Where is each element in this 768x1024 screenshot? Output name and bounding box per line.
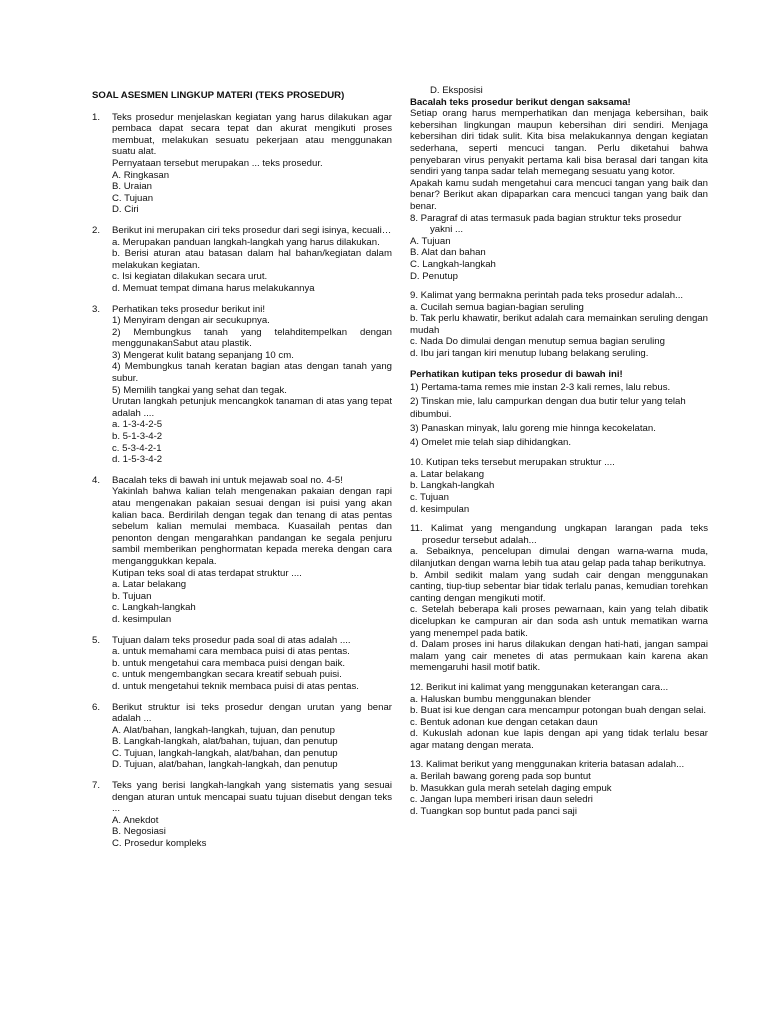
- question-number: 5.: [92, 634, 101, 646]
- option: B. Negosiasi: [112, 826, 166, 838]
- question-instruction: Bacalah teks di bawah ini untuk mejawab soal no. 4-5!: [112, 474, 343, 486]
- excerpt-heading: Perhatikan kutipan teks prosedur di bawah ini!: [410, 368, 623, 380]
- option: d. untuk mengetahui teknik membaca puisi di atas pentas.: [112, 680, 359, 692]
- question-number: 4.: [92, 474, 101, 486]
- option: a. Sebaiknya, pencelupan dimulai dengan warna-warna muda, dilanjutkan dengan warna lebih tua atau gelap pada tahap berikutnya.: [410, 546, 708, 569]
- option: a. Merupakan panduan langkah-langkah yang harus dilakukan.: [112, 236, 380, 248]
- option: a. Cucilah semua bagian-bagian seruling: [410, 301, 584, 313]
- option: a. Latar belakang: [112, 579, 187, 591]
- question-stem: Berikut ini merupakan ciri teks prosedur dari segi isinya, kecuali…: [112, 224, 392, 236]
- question-stem: Perhatikan teks prosedur berikut ini!: [112, 303, 266, 315]
- option: c. untuk mengembangkan secara kreatif sebuah puisi.: [112, 669, 342, 681]
- option: B. Langkah-langkah, alat/bahan, tujuan, dan penutup: [112, 736, 338, 748]
- question-stem: 9. Kalimat yang bermakna perintah pada teks prosedur adalah...: [410, 290, 684, 302]
- question-4: [92, 475, 392, 626]
- option: d. Dalam proses ini harus dilakukan dengan hati-hati, jangan sampai malam yang cair menetes di atas permukaan kain karena akan memengaruhi hasil motif batik.: [410, 639, 708, 674]
- option: B. Uraian: [112, 181, 152, 193]
- option: c. Nada Do dimulai dengan menutup semua bagian seruling: [410, 336, 665, 348]
- question-number: 6.: [92, 701, 101, 713]
- step-item: 4) Membungkus tanah keratan bagian atas dengan tanah yang subur.: [112, 361, 392, 385]
- question-1: [92, 112, 392, 216]
- option: C. Tujuan, langkah-langkah, alat/bahan, dan penutup: [112, 747, 338, 759]
- question-prompt: Urutan langkah petunjuk mencangkok tanaman di atas yang tepat adalah ....: [112, 396, 392, 419]
- page-title: SOAL ASESMEN LINGKUP MATERI (TEKS PROSEDUR): [92, 90, 345, 101]
- question-11: [410, 523, 708, 674]
- question-10: [410, 457, 708, 515]
- right-column: [410, 85, 708, 825]
- question-stem: 13. Kalimat berikut yang menggunakan kriteria batasan adalah...: [410, 759, 685, 771]
- option: D. Eksposisi: [430, 85, 483, 96]
- option: b. Tujuan: [112, 590, 152, 602]
- question-prompt: Pernyataan tersebut merupakan ... teks prosedur.: [112, 157, 323, 169]
- option: b. Langkah-langkah: [410, 480, 495, 492]
- question-6: [92, 702, 392, 772]
- option: d. Tuangkan sop buntut pada panci saji: [410, 805, 577, 817]
- question-number: 7.: [92, 780, 101, 792]
- option: c. Jangan lupa memberi irisan daun seledri: [410, 794, 593, 806]
- question-stem: Teks yang berisi langkah-langkah yang sistematis yang sesuai dengan aturan untuk mencapai suatu tujuan disebut dengan teks ...: [112, 780, 392, 815]
- step-item: 1) Menyiram dengan air secukupnya.: [112, 315, 270, 327]
- option: C. Langkah-langkah: [410, 258, 496, 270]
- option: c. Bentuk adonan kue dengan cetakan daun: [410, 716, 598, 728]
- option: A. Tujuan: [410, 235, 451, 247]
- question-7: [92, 780, 392, 850]
- option: c. 5-3-4-2-1: [112, 442, 162, 454]
- option: a. 1-3-4-2-5: [112, 419, 163, 431]
- step-item: 5) Memilih tangkai yang sehat dan tegak.: [112, 384, 287, 396]
- option: c. Isi kegiatan dilakukan secara urut.: [112, 271, 268, 283]
- option: b. 5-1-3-4-2: [112, 431, 163, 443]
- option: A. Alat/bahan, langkah-langkah, tujuan, dan penutup: [112, 724, 335, 736]
- reading-passage: Apakah kamu sudah mengetahui cara mencuci tangan yang baik dan benar? Berikut akan dipaparkan cara mencuci tangan yang baik dan benar.: [410, 177, 708, 212]
- excerpt-section: [410, 368, 708, 450]
- option: A. Anekdot: [112, 814, 159, 826]
- question-number: 1.: [92, 111, 101, 123]
- option: a. Latar belakang: [410, 468, 485, 480]
- step-item: 1) Pertama-tama remes mie instan 2-3 kali remes, lalu rebus.: [410, 382, 671, 394]
- question-stem: yakni ...: [430, 224, 464, 236]
- option: b. Ambil sedikit malam yang sudah cair dengan menggunakan canting, tiup-tiup sebentar biar tidak terlalu panas, kemudian torehkan canting dengan mengikuti motif.: [410, 569, 708, 604]
- option: d. Memuat tempat dimana harus melakukannya: [112, 282, 315, 294]
- option: d. Ibu jari tangan kiri menutup lubang belakang seruling.: [410, 348, 649, 360]
- option: b. Berisi aturan atau batasan dalam hal bahan/kegiatan dalam melakukan kegiatan.: [112, 248, 392, 271]
- option: B. Alat dan bahan: [410, 247, 486, 259]
- option: b. Buat isi kue dengan cara mencampur potongan buah dengan selai.: [410, 705, 707, 717]
- passage-heading: Bacalah teks prosedur berikut dengan saksama!: [410, 96, 631, 108]
- option: d. kesimpulan: [112, 613, 172, 625]
- option: c. Setelah beberapa kali proses pewarnaan, kain yang telah dibatik dicelupkan ke campuran air dan soda ash untuk mematikan warna yang menempel pada batik.: [410, 604, 708, 639]
- question-9: [410, 290, 708, 360]
- option: b. untuk mengetahui cara membaca puisi dengan baik.: [112, 657, 346, 669]
- question-2: [92, 225, 392, 295]
- option: b. Tak perlu khawatir, berikut adalah cara memainkan seruling dengan mudah: [410, 313, 708, 336]
- option: d. 1-5-3-4-2: [112, 454, 163, 466]
- step-item: 4) Omelet mie telah siap dihidangkan.: [410, 436, 572, 448]
- option: C. Prosedur kompleks: [112, 838, 207, 850]
- option: a. Haluskan bumbu menggunakan blender: [410, 693, 591, 705]
- question-number: 3.: [92, 303, 101, 315]
- question-5: [92, 635, 392, 693]
- question-3: [92, 304, 392, 466]
- question-stem: 8. Paragraf di atas termasuk pada bagian struktur teks prosedur: [410, 212, 682, 224]
- question-13: [410, 759, 708, 817]
- question-12: [410, 682, 708, 752]
- option: a. untuk memahami cara membaca puisi di atas pentas.: [112, 646, 350, 658]
- option: A. Ringkasan: [112, 169, 170, 181]
- option: c. Tujuan: [410, 492, 449, 503]
- option: d. Kukuslah adonan kue lapis dengan api yang tidak terlalu besar agar matang dengan merata.: [410, 728, 708, 751]
- option: D. Tujuan, alat/bahan, langkah-langkah, dan penutup: [112, 759, 338, 771]
- question-stem: 10. Kutipan teks tersebut merupakan struktur ....: [410, 457, 615, 469]
- option: a. Berilah bawang goreng pada sop buntut: [410, 771, 591, 783]
- question-prompt: Kutipan teks soal di atas terdapat struktur ....: [112, 567, 302, 579]
- option: D. Ciri: [112, 204, 139, 216]
- option: D. Penutup: [410, 270, 459, 282]
- reading-passage: Setiap orang harus memperhatikan dan menjaga kebersihan, baik kebersihan lingkungan maupun kebersihan diri sendiri. Menjaga kebersihan diri tidak sulit. Kita bisa melakukannya dengan kegiatan sederhana, seperti mencuci tangan. Perlu diketahui bahwa penyebaran virus penyakit pertama kali bisa berasal dari tangan kita sendiri yang tanpa sadar telah memegang sesuatu yang kotor.: [410, 108, 708, 178]
- step-item: 2) Membungkus tanah yang telahditempelkan dengan menggunakanSabut atau plastik.: [112, 326, 392, 350]
- question-8: [410, 213, 708, 283]
- option: b. Masukkan gula merah setelah daging empuk: [410, 782, 612, 794]
- left-column: [92, 84, 392, 859]
- reading-passage: Yakinlah bahwa kalian telah mengenakan pakaian dengan rapi atau mengenakan pakaian sesuai dengan isi puisi yang akan kalian baca. Berdirilah dengan tegak dan tenang di atas pentas sebelum kalian memulai membaca. Kuasailah pentas dan penonton dengan mengarahkan pandangan ke segala penjuru sambil memberikan penghormatan kepada mereka dengan cara menganggukkan kepala.: [112, 486, 392, 567]
- step-item: 3) Mengerat kulit batang sepanjang 10 cm.: [112, 349, 294, 361]
- question-stem: Tujuan dalam teks prosedur pada soal di atas adalah ....: [112, 634, 351, 646]
- question-stem: Teks prosedur menjelaskan kegiatan yang harus dilakukan agar pembaca dapat secara tepat dan akurat mengikuti proses membuat, melakukan sesuatu pekerjaan atau menggunakan suatu alat.: [112, 111, 392, 158]
- option: c. Langkah-langkah: [112, 602, 196, 614]
- question-stem: 12. Berikut ini kalimat yang menggunakan keterangan cara...: [410, 681, 669, 693]
- question-number: 2.: [92, 224, 101, 236]
- step-item: 2) Tinskan mie, lalu campurkan dengan dua butir telur yang telah dibumbui.: [410, 395, 686, 421]
- step-item: 3) Panaskan minyak, lalu goreng mie hinnga kecokelatan.: [410, 423, 656, 435]
- question-stem: 11. Kalimat yang mengandung ungkapan larangan pada teks prosedur tersebut adalah...: [410, 523, 708, 546]
- question-stem: Berikut struktur isi teks prosedur dengan urutan yang benar adalah ...: [112, 701, 392, 725]
- option: C. Tujuan: [112, 192, 154, 204]
- option: d. kesimpulan: [410, 503, 470, 515]
